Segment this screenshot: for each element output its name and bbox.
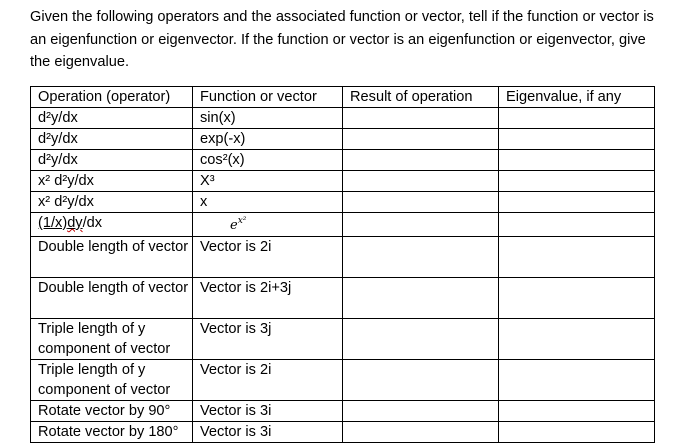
function-cell bbox=[193, 213, 343, 237]
spellcheck-flagged-text: dy bbox=[67, 215, 83, 231]
function-cell: Vector is 3i bbox=[193, 422, 343, 443]
result-cell[interactable] bbox=[343, 108, 499, 129]
operation-cell: d²y/dx bbox=[31, 150, 193, 171]
table-row bbox=[31, 213, 655, 237]
function-cell: cos²(x) bbox=[193, 150, 343, 171]
operation-cell: x² d²y/dx bbox=[31, 171, 193, 192]
result-cell[interactable] bbox=[343, 319, 499, 360]
eigenvalue-cell[interactable] bbox=[499, 401, 655, 422]
operation-cell: Double length of vector bbox=[31, 278, 193, 319]
operation-cell: x² d²y/dx bbox=[31, 192, 193, 213]
result-cell[interactable] bbox=[343, 171, 499, 192]
eigenvalue-cell[interactable] bbox=[499, 150, 655, 171]
eigenvalue-cell[interactable] bbox=[499, 319, 655, 360]
eigenvalue-cell[interactable] bbox=[499, 192, 655, 213]
function-cell: Vector is 2i bbox=[193, 237, 343, 278]
operation-cell: Triple length of y component of vector bbox=[31, 319, 193, 360]
eigenvalue-cell[interactable] bbox=[499, 278, 655, 319]
function-cell: X³ bbox=[193, 171, 343, 192]
operators-table bbox=[30, 86, 655, 443]
table-row bbox=[31, 171, 655, 192]
eigenvalue-cell[interactable] bbox=[499, 129, 655, 150]
exp-base: e bbox=[230, 218, 238, 233]
table-row bbox=[31, 360, 655, 401]
eigenvalue-cell[interactable] bbox=[499, 108, 655, 129]
table-row bbox=[31, 319, 655, 360]
header-eigenvalue: Eigenvalue, if any bbox=[499, 87, 655, 108]
function-cell: sin(x) bbox=[193, 108, 343, 129]
function-cell: Vector is 3i bbox=[193, 401, 343, 422]
instructions-paragraph: Given the following operators and the associated function or vector, tell if the function or vector is an eigenfunction or eigenvector. If the function or vector is an eigenfunction or eigenvector, give the eigenvalue. bbox=[30, 9, 654, 70]
eigenvalue-cell[interactable] bbox=[499, 422, 655, 443]
eigenvalue-cell[interactable] bbox=[499, 213, 655, 237]
result-cell[interactable] bbox=[343, 401, 499, 422]
result-cell[interactable] bbox=[343, 237, 499, 278]
exponential-equation bbox=[230, 213, 246, 237]
operation-cell: Rotate vector by 90° bbox=[31, 401, 193, 422]
result-cell[interactable] bbox=[343, 129, 499, 150]
result-cell[interactable] bbox=[343, 192, 499, 213]
table-row bbox=[31, 150, 655, 171]
table-row bbox=[31, 422, 655, 443]
result-cell[interactable] bbox=[343, 150, 499, 171]
result-cell[interactable] bbox=[343, 278, 499, 319]
table-row bbox=[31, 237, 655, 278]
result-cell[interactable] bbox=[343, 360, 499, 401]
table-row bbox=[31, 401, 655, 422]
function-cell: Vector is 2i bbox=[193, 360, 343, 401]
header-result: Result of operation bbox=[343, 87, 499, 108]
eigenvalue-cell[interactable] bbox=[499, 171, 655, 192]
operation-prefix: (1/x) bbox=[38, 215, 68, 231]
function-cell: Vector is 3j bbox=[193, 319, 343, 360]
function-cell: x bbox=[193, 192, 343, 213]
table-header-row bbox=[31, 87, 655, 108]
operation-cell bbox=[31, 213, 193, 237]
function-cell: exp(-x) bbox=[193, 129, 343, 150]
operation-suffix: /dx bbox=[82, 215, 103, 231]
table-row bbox=[31, 192, 655, 213]
header-operation: Operation (operator) bbox=[31, 87, 193, 108]
operation-cell: Rotate vector by 180° bbox=[31, 422, 193, 443]
eigenvalue-cell[interactable] bbox=[499, 237, 655, 278]
table-row bbox=[31, 129, 655, 150]
operation-cell: d²y/dx bbox=[31, 129, 193, 150]
eigenvalue-cell[interactable] bbox=[499, 360, 655, 401]
table-row bbox=[31, 108, 655, 129]
exp-power: x² bbox=[237, 216, 247, 226]
operation-cell: d²y/dx bbox=[31, 108, 193, 129]
result-cell[interactable] bbox=[343, 213, 499, 237]
operation-cell: Double length of vector bbox=[31, 237, 193, 278]
function-cell: Vector is 2i+3j bbox=[193, 278, 343, 319]
operation-cell: Triple length of y component of vector bbox=[31, 360, 193, 401]
header-function: Function or vector bbox=[193, 87, 343, 108]
table-row bbox=[31, 278, 655, 319]
result-cell[interactable] bbox=[343, 422, 499, 443]
